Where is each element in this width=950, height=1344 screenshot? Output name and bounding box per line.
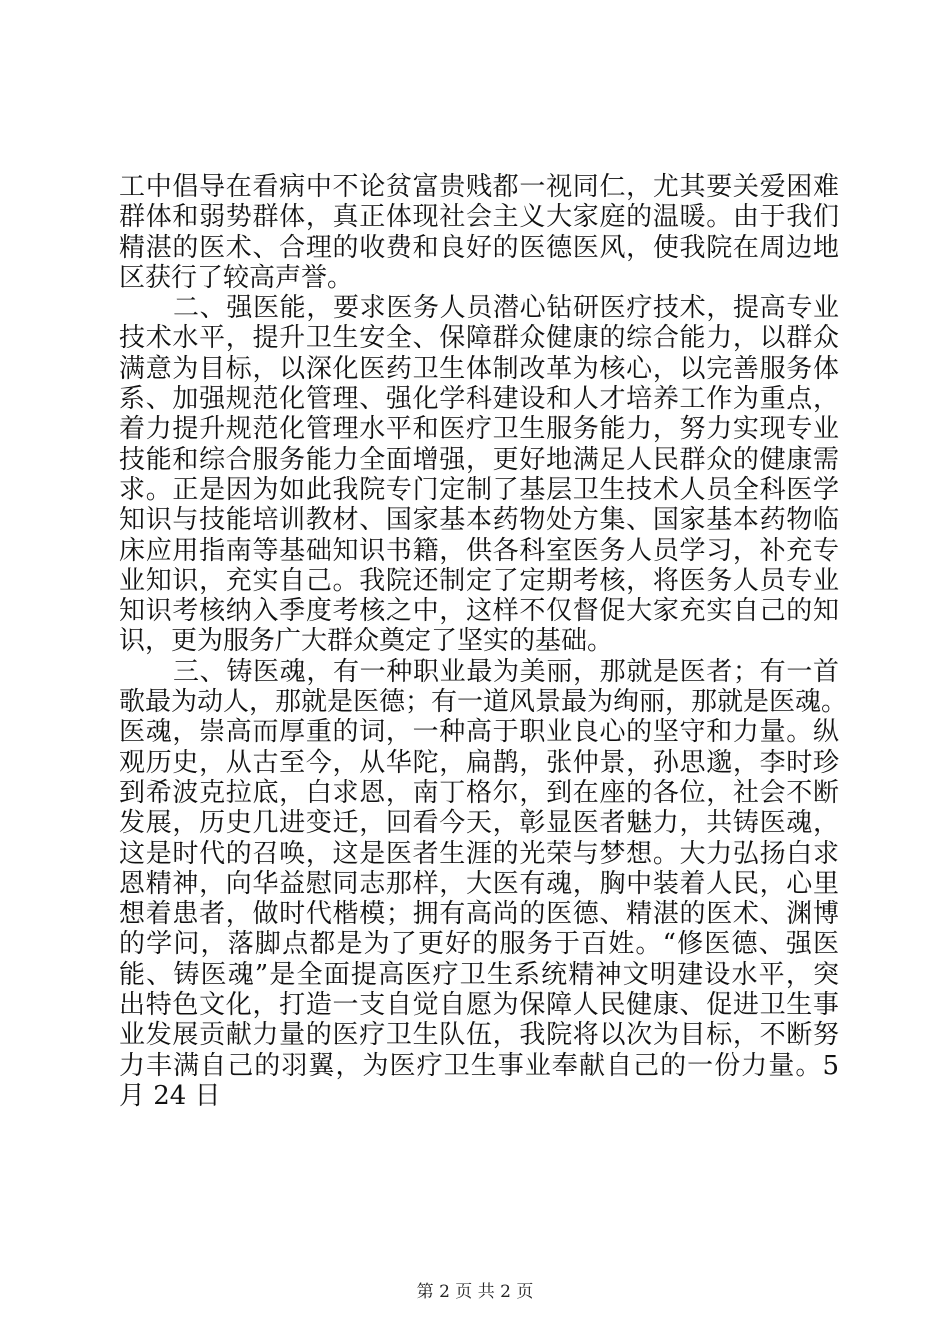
text-line: 发展，历史几进变迁，回看今天，彰显医者魅力，共铸医魂， [119, 808, 839, 839]
text-line: 观历史，从古至今，从华陀，扁鹊，张仲景，孙思邈，李时珍 [119, 747, 839, 778]
text-line: 知识考核纳入季度考核之中，这样不仅督促大家充实自己的知 [119, 596, 839, 627]
text-line: 能、铸医魂”是全面提高医疗卫生系统精神文明建设水平，突 [119, 959, 839, 990]
text-line: 二、强医能，要求医务人员潜心钻研医疗技术，提高专业 [173, 293, 839, 324]
text-line: 想着患者，做时代楷模；拥有高尚的医德、精湛的医术、渊博 [119, 899, 839, 930]
text-line: 业知识，充实自己。我院还制定了定期考核，将医务人员专业 [119, 565, 839, 596]
text-line: 歌最为动人，那就是医德；有一道风景最为绚丽，那就是医魂。 [119, 687, 848, 718]
text-line: 这是时代的召唤，这是医者生涯的光荣与梦想。大力弘扬白求 [119, 838, 839, 869]
document-body [119, 172, 848, 1111]
text-line: 精湛的医术、合理的收费和良好的医德医风，使我院在周边地 [119, 232, 839, 263]
text-line: 识，更为服务广大群众奠定了坚实的基础。 [119, 626, 614, 657]
text-line: 业发展贡献力量的医疗卫生队伍，我院将以次为目标，不断努 [119, 1020, 839, 1051]
text-line: 的学问，落脚点都是为了更好的服务于百姓。“修医德、强医 [119, 929, 839, 960]
text-line: 群体和弱势群体，真正体现社会主义大家庭的温暖。由于我们 [119, 202, 839, 233]
text-line: 技术水平，提升卫生安全、保障群众健康的综合能力，以群众 [119, 323, 839, 354]
text-line: 力丰满自己的羽翼，为医疗卫生事业奉献自己的一份力量。5 [119, 1050, 839, 1081]
text-line: 月 24 日 [119, 1080, 221, 1111]
text-line: 着力提升规范化管理水平和医疗卫生服务能力，努力实现专业 [119, 414, 839, 445]
text-line: 求。正是因为如此我院专门定制了基层卫生技术人员全科医学 [119, 474, 839, 505]
page-number-footer: 第 2 页 共 2 页 [416, 1282, 534, 1302]
text-line: 知识与技能培训教材、国家基本药物处方集、国家基本药物临 [119, 505, 839, 536]
text-line: 恩精神，向华益慰同志那样，大医有魂，胸中装着人民，心里 [119, 868, 839, 899]
text-line: 出特色文化，打造一支自觉自愿为保障人民健康、促进卫生事 [119, 990, 839, 1021]
text-line: 医魂，崇高而厚重的词，一种高于职业良心的坚守和力量。纵 [119, 717, 839, 748]
text-line: 技能和综合服务能力全面增强，更好地满足人民群众的健康需 [119, 444, 839, 475]
text-line: 到希波克拉底，白求恩，南丁格尔，到在座的各位，社会不断 [119, 777, 839, 808]
text-line: 区获行了较高声誉。 [119, 262, 354, 293]
text-line: 系、加强规范化管理、强化学科建设和人才培养工作为重点， [119, 384, 839, 415]
text-line: 工中倡导在看病中不论贫富贵贱都一视同仁，尤其要关爱困难 [119, 172, 839, 202]
text-line: 满意为目标，以深化医药卫生体制改革为核心，以完善服务体 [119, 353, 839, 384]
text-line: 床应用指南等基础知识书籍，供各科室医务人员学习，补充专 [119, 535, 839, 566]
text-line: 三、铸医魂，有一种职业最为美丽，那就是医者；有一首 [173, 656, 839, 687]
